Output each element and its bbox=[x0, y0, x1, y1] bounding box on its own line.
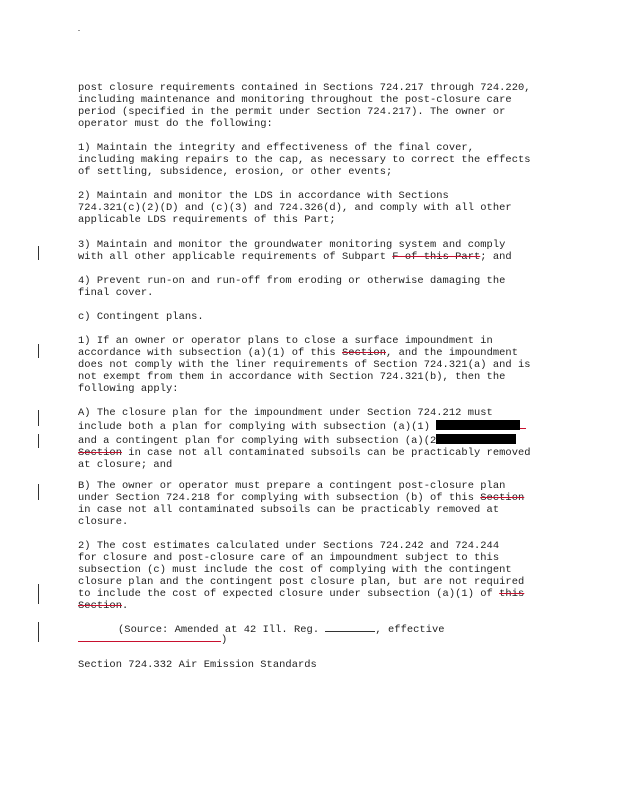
text-line bbox=[78, 589, 548, 601]
text-line: 724.321(c)(2)(D) and (c)(3) and 724.326(d), and comply with all other bbox=[78, 201, 512, 214]
text-segment: , effective bbox=[375, 624, 445, 636]
text-segment: ) bbox=[221, 634, 228, 646]
heading-text: Section 724.332 Air Emission Standards bbox=[78, 659, 317, 671]
inserted-line bbox=[520, 428, 526, 429]
text-line: at closure; and bbox=[78, 458, 173, 471]
deleted-text: Section bbox=[480, 491, 525, 504]
text-line: B) The owner or operator must prepare a contingent post-closure plan bbox=[78, 480, 506, 492]
paragraph-intro bbox=[78, 83, 548, 131]
change-bar-a bbox=[38, 410, 39, 426]
text-line: operator must do the following: bbox=[78, 117, 273, 130]
text-line: 3) Maintain and monitor the groundwater monitoring system and comply bbox=[78, 239, 506, 251]
text-line bbox=[78, 635, 548, 647]
paragraph-c1-a bbox=[78, 408, 548, 472]
text-segment: to include the cost of expected closure under subsection (a)(1) of bbox=[78, 587, 500, 600]
change-bar-b bbox=[38, 484, 39, 500]
text-line: including maintenance and monitoring throughout the post-closure care bbox=[78, 93, 512, 106]
text-line: applicable LDS requirements of this Part; bbox=[78, 213, 336, 226]
source-note-cont bbox=[78, 635, 548, 647]
text-line bbox=[78, 252, 548, 264]
text-segment: include both a plan for complying with subsection (a)(1) bbox=[78, 420, 430, 433]
deleted-text: F of this Part bbox=[392, 250, 481, 263]
text-line: closure. bbox=[78, 515, 129, 528]
text-line: 1) If an owner or operator plans to close a surface impoundment in bbox=[78, 335, 493, 347]
text-segment: accordance with subsection (a)(1) of this bbox=[78, 346, 342, 359]
change-bar-c1 bbox=[38, 344, 39, 358]
text-line: including making repairs to the cap, as necessary to correct the effects bbox=[78, 153, 531, 166]
text-line: 1) Maintain the integrity and effectiveness of the final cover, bbox=[78, 142, 474, 154]
blank-reg-line bbox=[325, 631, 375, 632]
change-bar-source bbox=[38, 622, 39, 642]
text-line bbox=[78, 420, 548, 434]
paragraph-c1-b bbox=[78, 481, 548, 529]
redaction-block bbox=[436, 434, 516, 444]
paragraph-contingent-heading bbox=[78, 312, 548, 324]
text-line: of settling, subsidence, erosion, or other events; bbox=[78, 165, 393, 178]
section-heading bbox=[78, 660, 548, 672]
text-line: A) The closure plan for the impoundment under Section 724.212 must bbox=[78, 407, 493, 419]
text-segment: ; and bbox=[480, 250, 512, 263]
text-line: following apply: bbox=[78, 382, 179, 395]
scan-speck bbox=[78, 30, 80, 31]
deleted-text: Section bbox=[78, 446, 122, 459]
text-line: in case not all contaminated subsoils can be practicably removed at bbox=[78, 503, 500, 516]
change-bar-3 bbox=[38, 246, 39, 260]
text-segment: in case not all contaminated subsoils can be practicably removed bbox=[122, 446, 531, 459]
text-segment: with all other applicable requirements of Subpart bbox=[78, 250, 393, 263]
change-bar-a2 bbox=[38, 434, 39, 448]
text-line: period (specified in the permit under Section 724.217). The owner or bbox=[78, 105, 506, 118]
paragraph-item-2 bbox=[78, 191, 548, 227]
change-bar-2a bbox=[38, 584, 39, 604]
paragraph-item-4 bbox=[78, 276, 548, 300]
paragraph-item-3 bbox=[78, 240, 548, 264]
text-line bbox=[78, 601, 548, 613]
paragraph-item-1 bbox=[78, 143, 548, 179]
paragraph-c2 bbox=[78, 541, 548, 612]
text-line: for closure and post-closure care of an impoundment subject to this bbox=[78, 551, 500, 564]
text-segment: (Source: Amended at 42 Ill. Reg. bbox=[118, 624, 326, 636]
deleted-text: this bbox=[499, 587, 525, 600]
text-line: not exempt from them in accordance with Section 724.321(b), then the bbox=[78, 370, 506, 383]
text-segment: and a contingent plan for complying with subsection (a)(2 bbox=[78, 434, 437, 447]
redaction-block bbox=[436, 420, 520, 430]
paragraph-c1 bbox=[78, 336, 548, 396]
text-line: final cover. bbox=[78, 286, 154, 299]
text-line: does not comply with the liner requirements of Section 724.321(a) and is bbox=[78, 358, 531, 371]
text-line: subsection (c) must include the cost of complying with the contingent bbox=[78, 563, 512, 576]
text-segment: . bbox=[122, 599, 129, 612]
text-line: closure plan and the contingent post closure plan, but are not required bbox=[78, 575, 525, 588]
text-line: c) Contingent plans. bbox=[78, 311, 204, 323]
deleted-text: Section bbox=[78, 599, 122, 612]
text-line: post closure requirements contained in Sections 724.217 through 724.220, bbox=[78, 82, 531, 94]
text-line: 4) Prevent run-on and run-off from eroding or otherwise damaging the bbox=[78, 275, 506, 287]
text-line bbox=[78, 448, 548, 460]
text-line: 2) Maintain and monitor the LDS in accordance with Sections bbox=[78, 190, 449, 202]
text-line bbox=[78, 434, 548, 448]
text-segment: , and the impoundment bbox=[386, 346, 518, 359]
text-segment: under Section 724.218 for complying with subsection (b) of this bbox=[78, 491, 481, 504]
deleted-text: Section bbox=[342, 346, 386, 359]
text-line: 2) The cost estimates calculated under Sections 724.242 and 724.244 bbox=[78, 540, 500, 552]
blank-date-line bbox=[78, 641, 221, 642]
